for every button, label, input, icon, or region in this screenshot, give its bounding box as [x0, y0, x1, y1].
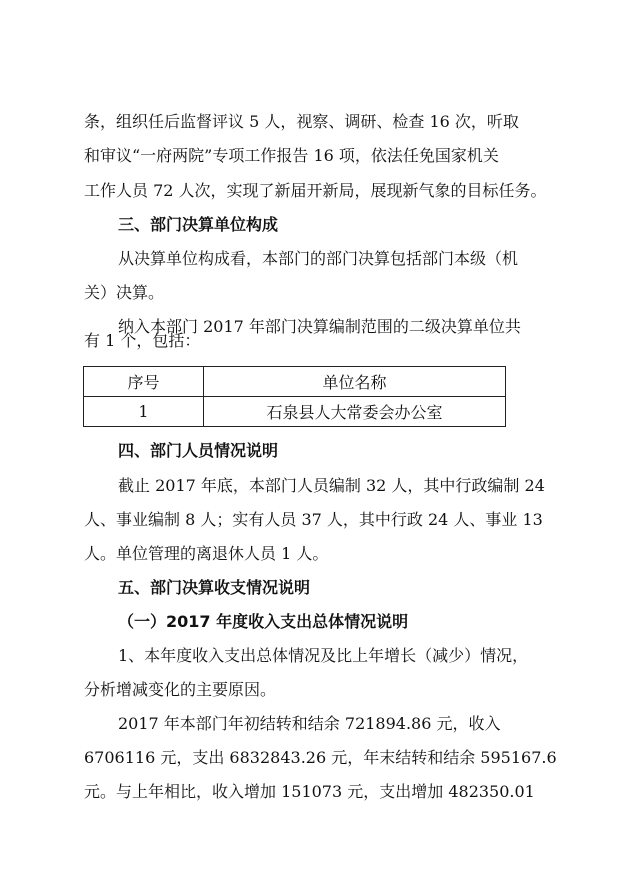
- paragraph-line: 6706116 元，支出 6832843.26 元，年末结转和结余 595167.6: [84, 748, 557, 767]
- table-cell-unit-name: 石泉县人大常委会办公室: [204, 397, 506, 427]
- unit-table: [83, 366, 506, 427]
- paragraph-line: 有 1 个，包括：: [84, 331, 201, 350]
- column-header-index: 序号: [84, 367, 204, 397]
- paragraph-line: 截止 2017 年底，本部门人员编制 32 人，其中行政编制 24: [118, 476, 545, 495]
- paragraph-line: 纳入本部门 2017 年部门决算编制范围的二级决算单位共: [118, 317, 521, 336]
- sub-heading: （一）2017 年度收入支出总体情况说明: [118, 612, 409, 631]
- table-row: [84, 397, 506, 427]
- paragraph-line: 分析增减变化的主要原因。: [84, 680, 277, 699]
- paragraph-line: 条，组织任后监督评议 5 人，视察、调研、检查 16 次，听取: [84, 112, 519, 131]
- section-heading: 四、部门人员情况说明: [118, 441, 279, 460]
- section-heading: 三、部门决算单位构成: [118, 215, 279, 234]
- paragraph-line: 人。单位管理的离退休人员 1 人。: [84, 544, 329, 563]
- table-header-row: [84, 367, 506, 397]
- paragraph-line: 从决算单位构成看，本部门的部门决算包括部门本级（机: [118, 249, 519, 268]
- paragraph-line: 关）决算。: [84, 283, 165, 302]
- table-cell-index: 1: [84, 397, 204, 427]
- section-heading: 五、部门决算收支情况说明: [118, 578, 311, 597]
- paragraph-line: 工作人员 72 人次，实现了新届开新局，展现新气象的目标任务。: [84, 181, 547, 200]
- column-header-unit-name: 单位名称: [204, 367, 506, 397]
- paragraph-line: 2017 年本部门年初结转和结余 721894.86 元，收入: [118, 714, 501, 733]
- paragraph-line: 元。与上年相比，收入增加 151073 元，支出增加 482350.01: [84, 782, 535, 801]
- paragraph-line: 人、事业编制 8 人；实有人员 37 人，其中行政 24 人、事业 13: [84, 510, 543, 529]
- paragraph-line: 和审议“一府两院”专项工作报告 16 项，依法任免国家机关: [84, 146, 499, 165]
- paragraph-line: 1、本年度收入支出总体情况及比上年增长（减少）情况，: [118, 646, 529, 665]
